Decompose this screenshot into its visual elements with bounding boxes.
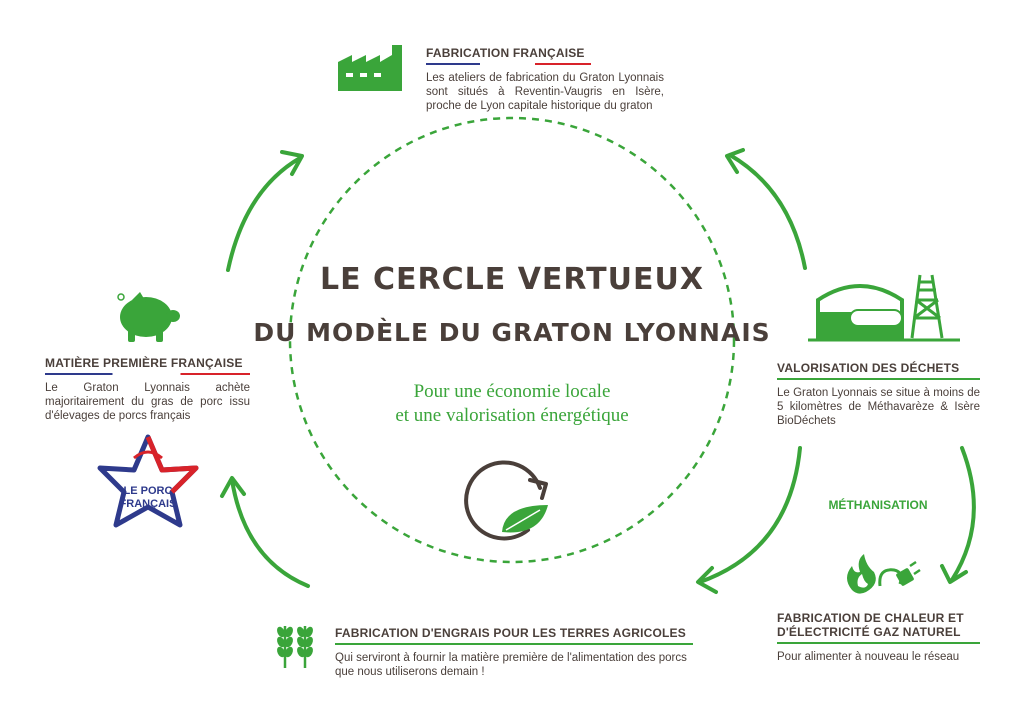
block-engrais — [335, 626, 693, 679]
factory-icon — [338, 45, 402, 91]
center-title-line2: DU MODÈLE DU GRATON LYONNAIS — [253, 318, 771, 347]
flame-plug-icon — [847, 554, 920, 594]
block-fabrication-title: FABRICATION FRANÇAISE — [426, 46, 585, 60]
block-chaleur-text: Pour alimenter à nouveau le réseau — [777, 651, 960, 663]
center-subtitle-line2: et une valorisation énergétique — [395, 405, 629, 426]
block-chaleur — [777, 611, 980, 664]
logo-line1: LE PORC — [123, 485, 173, 497]
methanisation-label: MÉTHANISATION — [828, 498, 928, 512]
block-chaleur-title — [777, 611, 980, 644]
block-engrais-text: Qui serviront à fournir la matière première de l'alimentation des porcs que nous utiliserons demain ! — [335, 652, 687, 678]
wheat-icon — [276, 626, 314, 668]
recycle-leaf-icon — [466, 462, 548, 538]
arrow-dechets-to-chaleur — [952, 448, 974, 580]
block-fabrication — [426, 44, 664, 113]
arrow-fabrication-to-dechets — [730, 155, 805, 268]
center-title-line1: LE CERCLE VERTUEUX — [319, 262, 704, 297]
block-chaleur-title-line2: D'ÉLECTRICITÉ GAZ NATUREL — [777, 625, 961, 639]
block-fabrication-text: Les ateliers de fabrication du Graton Lyonnais sont situés à Reventin-Vaugris en Isère, proche de Lyon capitale historique du graton — [426, 72, 664, 112]
block-matiere-title: MATIÈRE PREMIÈRE FRANÇAISE — [45, 356, 243, 370]
le-porc-francais-logo — [100, 437, 196, 525]
arrow-matiere-to-fabrication — [228, 158, 300, 270]
block-chaleur-title-line1: FABRICATION DE CHALEUR ET — [777, 611, 964, 625]
logo-line2: FRANÇAIS — [119, 498, 177, 510]
arrow-dechets-to-engrais — [700, 448, 800, 582]
block-matiere — [45, 356, 250, 423]
block-engrais-title: FABRICATION D'ENGRAIS POUR LES TERRES AGRICOLES — [335, 626, 693, 645]
block-dechets-text: Le Graton Lyonnais se situe à moins de 5 kilomètres de Méthavarèze & Isère BioDéchets — [777, 387, 980, 427]
block-dechets-title: VALORISATION DES DÉCHETS — [777, 361, 980, 380]
block-dechets — [777, 361, 980, 428]
center-subtitle-line1: Pour une économie locale — [413, 381, 611, 402]
block-matiere-text: Le Graton Lyonnais achète majoritairement du gras de porc issu d'élevages de porcs français — [45, 382, 250, 422]
